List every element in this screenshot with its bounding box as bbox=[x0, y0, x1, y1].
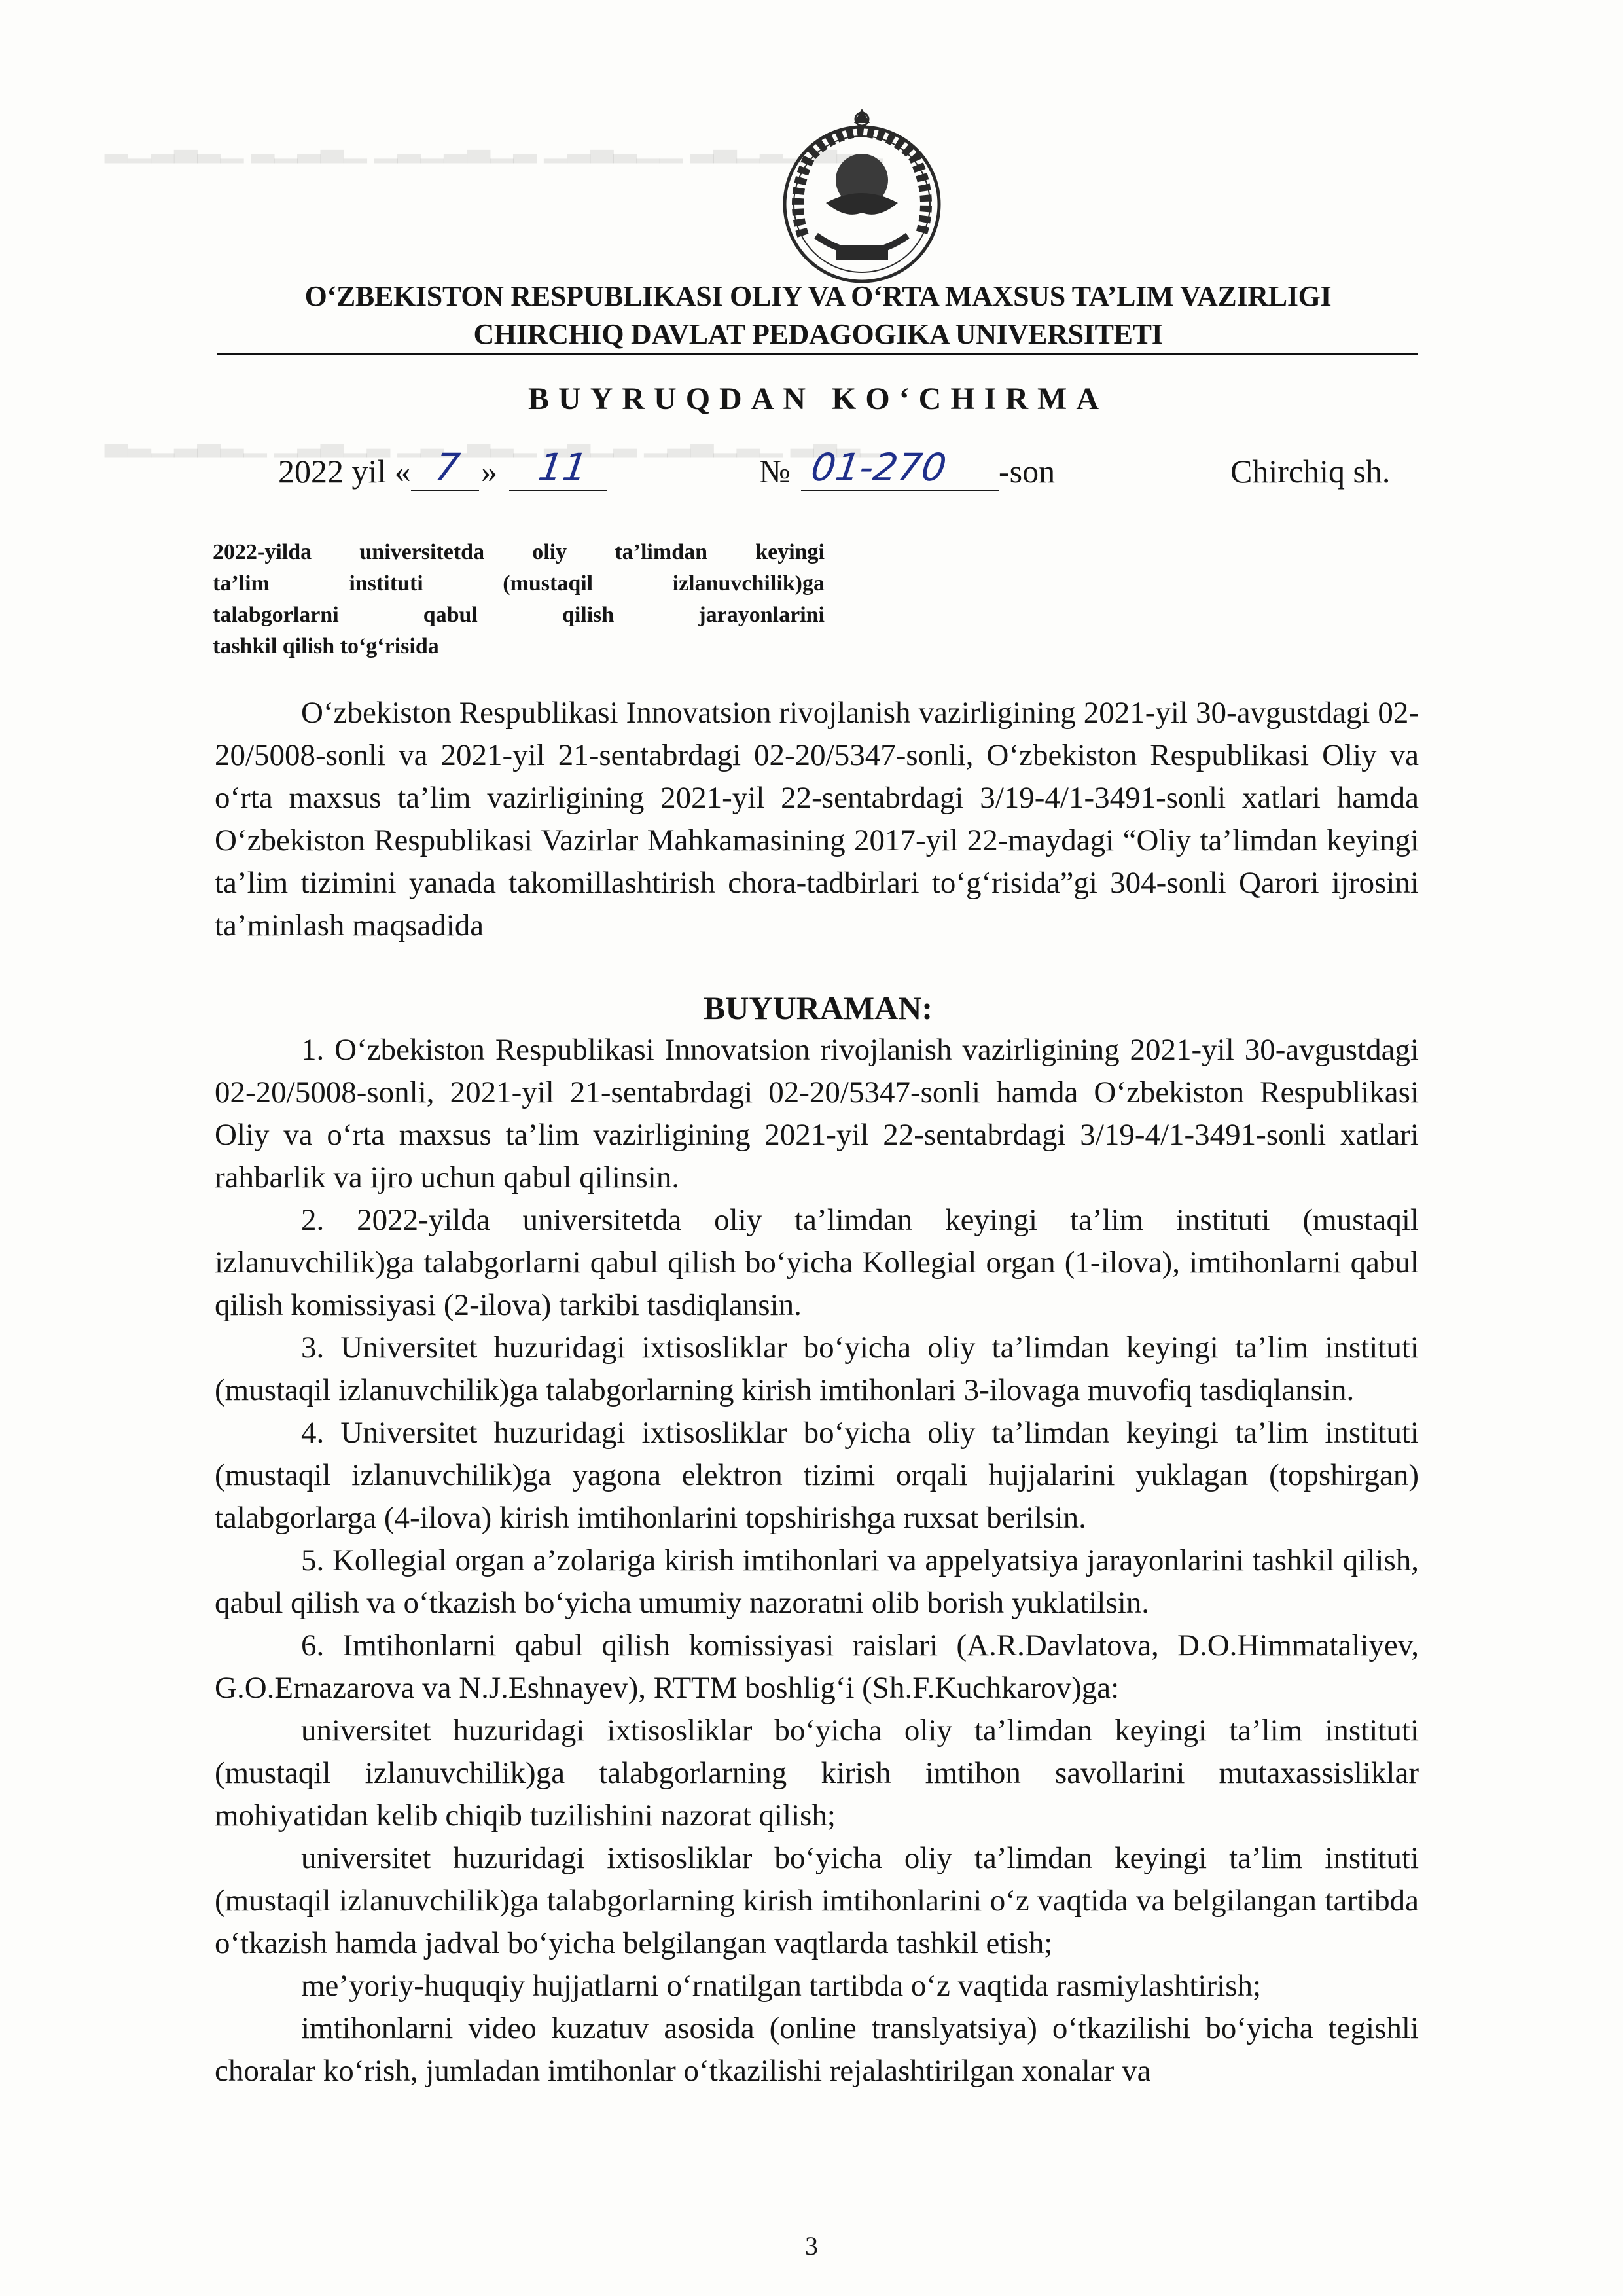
order-items bbox=[215, 1029, 1419, 2092]
date-day-handwritten: 7 bbox=[432, 445, 463, 490]
order-subitem: imtihonlarni video kuzatuv asosida (online translyatsiya) o‘tkazilishi bo‘yicha tegishli choralar ko‘rish, jumladan imtihonlar o‘tkazilishi rejalashtirilgan xonalar va bbox=[215, 2011, 1419, 2088]
bleed-through-text: ▁▂▃▂ ▁▂▁▃▂▁ ▂▁▃▂ ▁▂▃▁▂▁ ▂▁▃▂▁ ▁▂▃▂▁▂▃ bbox=[105, 423, 883, 457]
order-item-1: 1. O‘zbekiston Respublikasi Innovatsion rivojlanish vazirligining 2021-yil 30-avgustdagi 02-20/5008-sonli, 2021-yil 21-sentabrdagi 02-20/5347-sonli hamda O‘zbekiston Respublikasi Oliy va o‘rta maxsus ta’lim vazirligining 2021-yil 22-sentabrdagi 3/19-4/1-3491-sonli xatlari rahbarlik va ijro uchun qabul qilinsin. bbox=[215, 1033, 1419, 1194]
page-number: 3 bbox=[805, 2231, 818, 2261]
order-item-2: 2. 2022-yilda universitetda oliy ta’limdan keyingi ta’lim instituti (mustaqil izlanuvchilik)ga talabgorlarni qabul qilish bo‘yicha Kollegial organ (1-ilova), imtihonlarni qabul qilish komissiyasi (2-ilova) tarkibi tasdiqlansin. bbox=[215, 1203, 1419, 1322]
order-item-6: 6. Imtihonlarni qabul qilish komissiyasi raislari (A.R.Davlatova, D.O.Himmataliyev, G.O.Ernazarova va N.J.Eshnayev), RTTM boshlig‘i (Sh.F.Kuchkarov)ga: bbox=[215, 1628, 1419, 1705]
number-sign: № bbox=[759, 453, 791, 490]
date-month-underline bbox=[509, 490, 607, 491]
preamble-block bbox=[215, 692, 1419, 947]
order-subitem: me’yoriy-huquqiy hujjatlarni o‘rnatilgan tartibda o‘z vaqtida rasmiylashtirish; bbox=[301, 1969, 1262, 2003]
order-subitem: universitet huzuridagi ixtisosliklar bo‘yicha oliy ta’limdan keyingi ta’lim instituti (mustaqil izlanuvchilik)ga talabgorlarning kirish imtihon savollarini mutaxassisliklar mohiyatidan kelib chiqib tuzilishini nazorat qilish; bbox=[215, 1713, 1419, 1833]
document-type-title: BUYRUQDAN KO‘CHIRMA bbox=[528, 382, 1108, 416]
date-day-underline bbox=[411, 490, 479, 491]
bleed-through-text: ▁▂▃ ▁▂▁▃▂ ▁▁▂▃▂▁ ▂▁▃▂▁▂▁ ▁▃▂▁▂ ▁▂▃▂▁▂ bbox=[105, 129, 883, 162]
order-item-4: 4. Universitet huzuridagi ixtisosliklar bo‘yicha oliy ta’limdan keyingi ta’lim instituti (mustaqil izlanuvchilik)ga yagona elektron tizimi orqali hujjalarini yuklagan (topshirgan) talabgorlarga (4-ilova) kirish imtihonlarini topshirishga ruxsat berilsin. bbox=[215, 1416, 1419, 1535]
date-year-prefix: 2022 yil « bbox=[278, 453, 411, 490]
date-mid-quote: » bbox=[481, 453, 497, 490]
order-number-underline bbox=[801, 490, 999, 491]
subject-line: ta’lim instituti (mustaqil izlanuvchilik)ga bbox=[213, 571, 825, 596]
order-item-3: 3. Universitet huzuridagi ixtisosliklar bo‘yicha oliy ta’limdan keyingi ta’lim instituti (mustaqil izlanuvchilik)ga talabgorlarning kirish imtihonlari 3-ilovaga muvofiq tasdiqlansin. bbox=[215, 1331, 1419, 1407]
preamble-paragraph: O‘zbekiston Respublikasi Innovatsion rivojlanish vazirligining 2021-yil 30-avgustdagi 02-20/5008-sonli va 2021-yil 21-sentabrdagi 02-20/5347-sonli, O‘zbekiston Respublikasi Oliy va o‘rta maxsus ta’lim vazirligining 2021-yil 22-sentabrdagi 3/19-4/1-3491-sonli xatlari hamda O‘zbekiston Respublikasi Vazirlar Mahkamasining 2017-yil 22-maydagi “Oliy ta’limdan keyingi ta’lim tizimini yanada takomillashtirish chora-tadbirlari to‘g‘risida”gi 304-sonli Qarori ijrosini ta’minlash maqsadida bbox=[215, 696, 1419, 942]
order-number-handwritten: 01-270 bbox=[808, 445, 950, 490]
order-heading: BUYURAMAN: bbox=[704, 990, 933, 1026]
order-item-5: 5. Kollegial organ a’zolariga kirish imtihonlari va appelyatsiya jarayonlarini tashkil qilish, qabul qilish va o‘tkazish bo‘yicha umumiy nazoratni olib borish yuklatilsin. bbox=[215, 1543, 1419, 1620]
university-name: CHIRCHIQ DAVLAT PEDAGOGIKA UNIVERSITETI bbox=[473, 318, 1163, 350]
order-subitem: universitet huzuridagi ixtisosliklar bo‘yicha oliy ta’limdan keyingi ta’lim instituti (mustaqil izlanuvchilik)ga talabgorlarning kirish imtihonlarini o‘z vaqtida va belgilangan tartibda o‘tkazish hamda jadval bo‘yicha belgilangan vaqtlarda tashkil etish; bbox=[215, 1841, 1419, 1960]
number-suffix: -son bbox=[999, 453, 1056, 490]
place-of-issue: Chirchiq sh. bbox=[1230, 453, 1391, 490]
order-subject bbox=[213, 537, 825, 662]
subject-line: 2022-yilda universitetda oliy ta’limdan keyingi bbox=[213, 540, 825, 564]
header-divider bbox=[217, 353, 1418, 355]
subject-line: tashkil qilish to‘g‘risida bbox=[213, 634, 439, 658]
ministry-name: O‘ZBEKISTON RESPUBLIKASI OLIY VA O‘RTA MAXSUS TA’LIM VAZIRLIGI bbox=[304, 280, 1332, 312]
state-emblem-icon bbox=[764, 105, 960, 295]
date-month-handwritten: 11 bbox=[535, 445, 590, 490]
subject-line: talabgorlarni qabul qilish jarayonlarini bbox=[213, 603, 825, 627]
